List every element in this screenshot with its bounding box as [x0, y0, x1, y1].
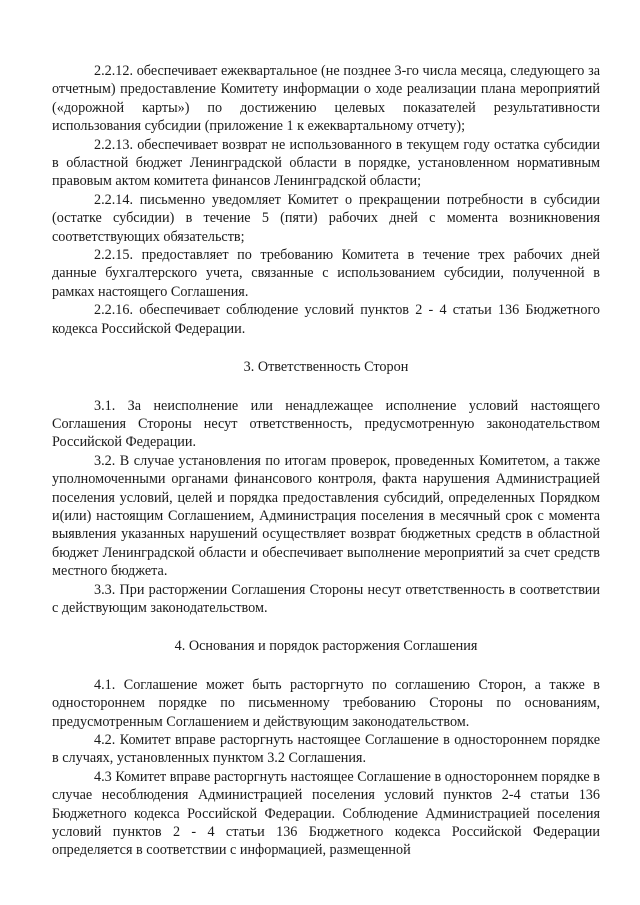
clause-2-2-15: 2.2.15. предоставляет по требованию Комитета в течение трех рабочих дней данные бухгалтерского учета, связанные с использованием субсидии, полученной в рамках настоящего Соглашения.	[52, 247, 600, 300]
clause-2-2-13: 2.2.13. обеспечивает возврат не использованного в текущем году остатка субсидии в областной бюджет Ленинградской области в порядке, установленном нормативным правовым актом комитета финансов Ленинградской области;	[52, 136, 600, 190]
document-page	[52, 62, 600, 860]
clause-3-2: 3.2. В случае установления по итогам проверок, проведенных Комитетом, а также уполномоченными органами финансового контроля, факта нарушения Администрацией поселения условий, целей и порядка предоставления субсидий, определенных Порядком и(или) настоящим Соглашением, Администрация поселения в месячный срок с момента выявления указанных нарушений осуществляет возврат бюджетных средств в областной бюджет Ленинградской области и обеспечивает выполнение мероприятий за счет средств местного бюджета.	[52, 452, 600, 580]
clause-2-2-12: 2.2.12. обеспечивает ежеквартальное (не позднее 3-го числа месяца, следующего за отчетным) предоставление Комитету информации о ходе реализации плана мероприятий («дорожной карты») по достижению целевых показателей результативности использования субсидии (приложение 1 к ежеквартальному отчету);	[52, 63, 600, 135]
clause-4-1: 4.1. Соглашение может быть расторгнуто по соглашению Сторон, а также в одностороннем порядке по письменному требованию Стороны по основаниям, предусмотренным Соглашением и действующим законодательством.	[52, 676, 600, 730]
section-4-heading: 4. Основания и порядок расторжения Соглашения	[174, 638, 478, 655]
clause-3-1: 3.1. За неисполнение или ненадлежащее исполнение условий настоящего Соглашения Стороны несут ответственность, предусмотренную законодательством Российской Федерации.	[52, 397, 600, 451]
clause-2-2-16: 2.2.16. обеспечивает соблюдение условий пунктов 2 - 4 статьи 136 Бюджетного кодекса Российской Федерации.	[52, 302, 600, 337]
clause-3-3: 3.3. При расторжении Соглашения Стороны несут ответственность в соответствии с действующим законодательством.	[52, 581, 600, 616]
clause-4-2: 4.2. Комитет вправе расторгнуть настоящее Соглашение в одностороннем порядке в случаях, установленных пунктом 3.2 Соглашения.	[52, 732, 600, 767]
clause-2-2-14: 2.2.14. письменно уведомляет Комитет о прекращении потребности в субсидии (остатке субсидии) в течение 5 (пяти) рабочих дней с момента возникновения соответствующих обязательств;	[52, 191, 600, 245]
clause-4-3: 4.3 Комитет вправе расторгнуть настоящее Соглашение в одностороннем порядке в случае несоблюдения Администрацией поселения условий пунктов 2-4 статьи 136 Бюджетного кодекса Российской Федерации. Соблюдение Администрацией поселения условий пунктов 2 - 4 статьи 136 Бюджетного кодекса Российской Федерации определяется в соответствии с информацией, размещенной	[52, 768, 600, 859]
section-3-heading: 3. Ответственность Сторон	[243, 359, 409, 376]
